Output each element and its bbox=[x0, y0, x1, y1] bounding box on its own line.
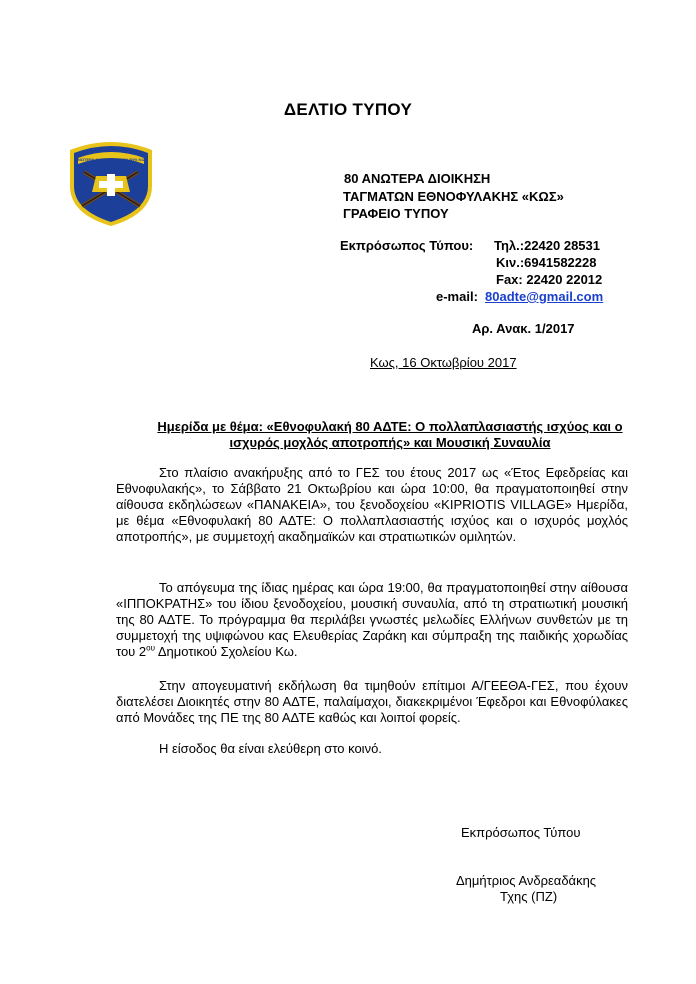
reference-number: Αρ. Ανακ. 1/2017 bbox=[472, 321, 575, 336]
ordinal-superscript: ου bbox=[146, 643, 155, 653]
unit-line-1: 80 ΑΝΩΤΕΡΑ ΔΙΟΙΚΗΣΗ bbox=[344, 171, 491, 186]
signature-name: Δημήτριος Ανδρεαδάκης bbox=[456, 873, 597, 888]
shield-emblem-icon bbox=[66, 136, 156, 228]
signature-rank: Τχης (ΠΖ) bbox=[500, 889, 558, 904]
paragraph-1: Στο πλαίσιο ανακήρυξης από το ΓΕΣ του έτους 2017 ως «Έτος Εφεδρείας και Εθνοφυλακής», το Σάββατο 21 Οκτωβρίου και ώρα 10:00, θα πραγματοποιηθεί στην αίθουσα εκδηλώσεων «ΠΑΝΑΚΕΙΑ», του ξενοδοχείου «KIPRIOTIS VILLAGE» Ημερίδα, με θέμα «Εθνοφυλακή 80 ΑΔΤΕ: Ο πολλαπλασιαστής ισχύος και ο ισχυρός μοχλός αποτροπής», με συμμετοχή ακαδημαϊκών και στρατιωτικών ομιλητών. bbox=[116, 465, 628, 544]
unit-line-2: ΤΑΓΜΑΤΩΝ ΕΘΝΟΦΥΛΑΚΗΣ «ΚΩΣ» bbox=[343, 189, 564, 204]
signature-role: Εκπρόσωπος Τύπου bbox=[461, 825, 581, 840]
paragraph-4: Η είσοδος θα είναι ελεύθερη στο κοινό. bbox=[159, 741, 382, 756]
paragraph-2-tail: Δημοτικού Σχολείου Κω. bbox=[154, 644, 298, 659]
paragraph-3: Στην απογευματινή εκδήλωση θα τιμηθούν επίτιμοι Α/ΓΕΕΘΑ-ΓΕΣ, που έχουν διατελέσει Διοικητές στην 80 ΑΔΤΕ, παλαίμαχοι, διακεκριμένοι Έφεδροι και Εθνοφύλακες από Μονάδες της ΠΕ της 80 ΑΔΤΕ καθώς και λοιποί φορείς. bbox=[116, 678, 628, 725]
press-subject: Ημερίδα με θέμα: «Εθνοφυλακή 80 ΑΔΤΕ: Ο πολλαπλασιαστής ισχύος και ο ισχυρός μοχλός αποτροπής» και Μουσική Συναυλία bbox=[157, 419, 623, 450]
unit-line-3: ΓΡΑΦΕΙΟ ΤΥΠΟΥ bbox=[343, 206, 449, 221]
paragraph-2-text: Το απόγευμα της ίδιας ημέρας και ώρα 19:00, θα πραγματοποιηθεί στην αίθουσα «ΙΠΠΟΚΡΑΤΗΣ» του ίδιου ξενοδοχείου, μουσική συναυλία, από τη στρατιωτική μουσική της 80 ΑΔΤΕ. Το πρόγραμμα θα περιλάβει γνωστές μελωδίες Ελλήνων συνθετών με τη συμμετοχή της υψιφώνου κας Ελευθερίας Ζαράκη και σύμπραξη της παιδικής χορωδίας του 2 bbox=[116, 580, 628, 659]
email-label: e-mail: bbox=[436, 289, 478, 304]
phone-number: Τηλ.:22420 28531 bbox=[494, 238, 600, 253]
emblem-text: ΑΝΩΤΕΡΑ ΔΙΟΙΚ ΤΑΓΜ ΕΘΝ ΦΥΛ ΚΩΣ bbox=[75, 157, 147, 162]
unit-emblem bbox=[66, 136, 156, 228]
document-title: ΔΕΛΤΙΟ ΤΥΠΟΥ bbox=[283, 100, 413, 119]
email-link[interactable]: 80adte@gmail.com bbox=[485, 289, 604, 304]
spokesman-label: Εκπρόσωπος Τύπου: bbox=[340, 238, 474, 253]
mobile-number: Κιν.:6941582228 bbox=[496, 255, 597, 270]
document-date: Κως, 16 Οκτωβρίου 2017 bbox=[370, 355, 517, 370]
fax-number: Fax: 22420 22012 bbox=[496, 272, 603, 287]
paragraph-2 bbox=[116, 580, 628, 660]
